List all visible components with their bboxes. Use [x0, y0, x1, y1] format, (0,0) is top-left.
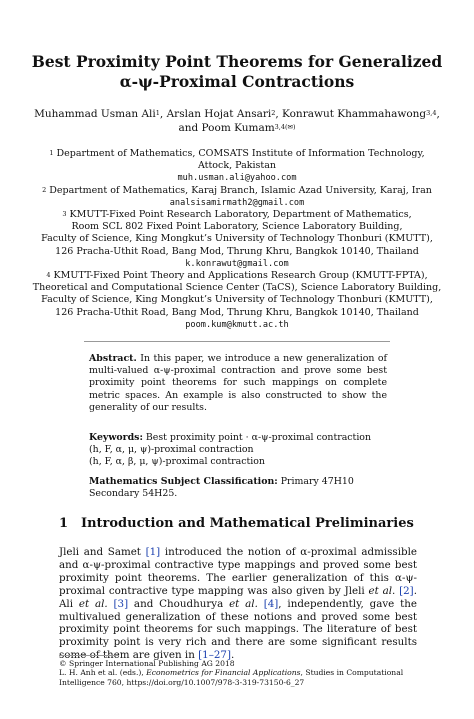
msc-classification — [89, 476, 389, 500]
title-line-2: α-ψ-Proximal Contractions — [119, 72, 355, 91]
authors-line-2 — [30, 122, 444, 136]
footer-text: , Studies in Computational — [300, 668, 404, 678]
footer-divider — [59, 655, 119, 656]
citation-link[interactable]: [1] — [145, 546, 161, 558]
author-separator: , — [436, 108, 440, 120]
affiliations — [24, 148, 450, 331]
footer-text: L. H. Anh et al. (eds.), — [59, 668, 147, 678]
author-name: Muhammad Usman Ali — [34, 108, 156, 120]
footer-line: © Springer International Publishing AG 2018 — [59, 659, 235, 668]
keywords — [89, 432, 389, 469]
author-affil-sup: 1 — [155, 109, 160, 117]
intro-text-italic: et al. — [78, 597, 108, 610]
citation-link[interactable]: [1–27] — [198, 649, 231, 662]
citation-link[interactable]: [2] — [399, 584, 414, 597]
affiliation-text: Department of Mathematics, Karaj Branch, Islamic Azad University, Karaj, Iran — [49, 184, 432, 196]
affiliation-4 — [24, 270, 450, 331]
keyword-line: Best proximity point · α-ψ-proximal contraction — [145, 432, 371, 443]
paper-title — [20, 52, 454, 92]
intro-text: . — [230, 649, 235, 662]
affiliation-sup: 4 — [46, 271, 51, 280]
affiliation-1 — [24, 148, 450, 185]
intro-text: introduced the notion of α-proximal admissible and α-ψ-proximal contractive type mappings and proved some best proximity point theorems. The earlier generalization of this α-ψ-proximal contractive type mapping was also given by Jleli — [59, 546, 417, 597]
section-heading — [59, 515, 434, 532]
affiliation-text: Department of Mathematics, COMSATS Institute of Information Technology, — [56, 148, 425, 159]
abstract — [89, 353, 387, 414]
msc-label: Mathematics Subject Classification: — [89, 476, 278, 487]
intro-text: and Choudhurya — [128, 597, 230, 610]
abstract-divider — [84, 341, 390, 342]
keyword-line: (h, F, α, β, μ, ψ)-proximal contraction — [89, 456, 265, 468]
affiliation-email[interactable]: poom.kum@kmutt.ac.th — [185, 319, 289, 330]
affiliation-sup: 2 — [42, 185, 47, 194]
affiliation-text: 126 Pracha-Uthit Road, Bang Mod, Thrung Khru, Bangkok 10140, Thailand — [55, 245, 419, 257]
intro-text: . Ali — [59, 584, 417, 610]
abstract-label: Abstract. — [89, 353, 137, 364]
section-number: 1 — [59, 516, 69, 531]
author-name: , Konrawut Khammahawong — [275, 108, 427, 120]
intro-text-italic: et al. — [229, 597, 258, 610]
author-name: , Arslan Hojat Ansari — [159, 108, 272, 120]
affiliation-text: Theoretical and Computational Science Center (TaCS), Science Laboratory Building, — [32, 282, 442, 294]
affiliation-text: Faculty of Science, King Mongkut’s University of Technology Thonburi (KMUTT), — [41, 294, 433, 306]
affiliation-text: KMUTT-Fixed Point Research Laboratory, Department of Mathematics, — [69, 209, 412, 221]
copyright-footer — [59, 655, 419, 687]
citation-link[interactable]: [3] — [113, 597, 129, 610]
author-name: and Poom Kumam — [178, 121, 275, 134]
intro-text-italic: et al. — [368, 584, 396, 597]
intro-text: , independently, gave the multivalued generalization of these notions and proved some best proximity point theorems for such mappings. The literature of best proximity point is very rich and there are some significant results some of them are given in — [59, 597, 417, 662]
msc-line: Primary 47H10 — [280, 476, 354, 487]
citation-link[interactable]: [4] — [263, 597, 279, 610]
section-title-text: Introduction and Mathematical Preliminaries — [81, 516, 414, 531]
msc-line: Secondary 54H25. — [89, 488, 178, 500]
affiliation-email[interactable]: muh.usman.ali@yahoo.com — [177, 173, 297, 184]
affiliation-text: Attock, Pakistan — [197, 160, 277, 172]
affiliation-sup: 3 — [62, 210, 67, 219]
affiliation-text: Room SCL 802 Fixed Point Laboratory, Science Laboratory Building, — [71, 221, 403, 233]
affiliation-text: Faculty of Science, King Mongkut’s University of Technology Thonburi (KMUTT), — [41, 233, 433, 245]
keywords-label: Keywords: — [89, 432, 143, 443]
abstract-text: In this paper, we introduce a new generalization of multi-valued α-ψ-proximal contraction and prove some best proximity point theorems for such mappings on complete metric spaces. An example is also constructed to show the generality of our results. — [89, 353, 387, 413]
footer-book-title: Econometrics for Financial Applications — [146, 668, 301, 678]
affiliation-email[interactable]: analsisamirmath2@gmail.com — [169, 197, 305, 208]
affiliation-2 — [24, 185, 450, 209]
affiliation-sup: 1 — [49, 149, 54, 157]
affiliation-text: 126 Pracha-Uthit Road, Bang Mod, Thrung Khru, Bangkok 10140, Thailand — [55, 306, 419, 318]
footer-line — [59, 668, 419, 677]
affiliation-email[interactable]: k.konrawut@gmail.com — [185, 258, 289, 269]
keyword-line: (h, F, α, μ, ψ)-proximal contraction — [89, 444, 254, 456]
author-affil-sup: 3,4(✉) — [274, 122, 296, 131]
author-list — [30, 108, 444, 135]
title-line-1: Best Proximity Point Theorems for Generalized — [31, 52, 443, 71]
author-affil-sup: 3,4 — [426, 109, 437, 117]
affiliation-text: KMUTT-Fixed Point Theory and Applications Research Group (KMUTT-FPTA), — [53, 270, 428, 282]
authors-line-1 — [30, 108, 444, 122]
intro-text: Jleli and Samet — [59, 546, 146, 558]
author-affil-sup: 2 — [271, 109, 276, 117]
intro-paragraph — [59, 546, 417, 662]
affiliation-3 — [24, 209, 450, 270]
footer-doi[interactable]: Intelligence 760, https://doi.org/10.1007/978-3-319-73150-6_27 — [59, 677, 305, 687]
